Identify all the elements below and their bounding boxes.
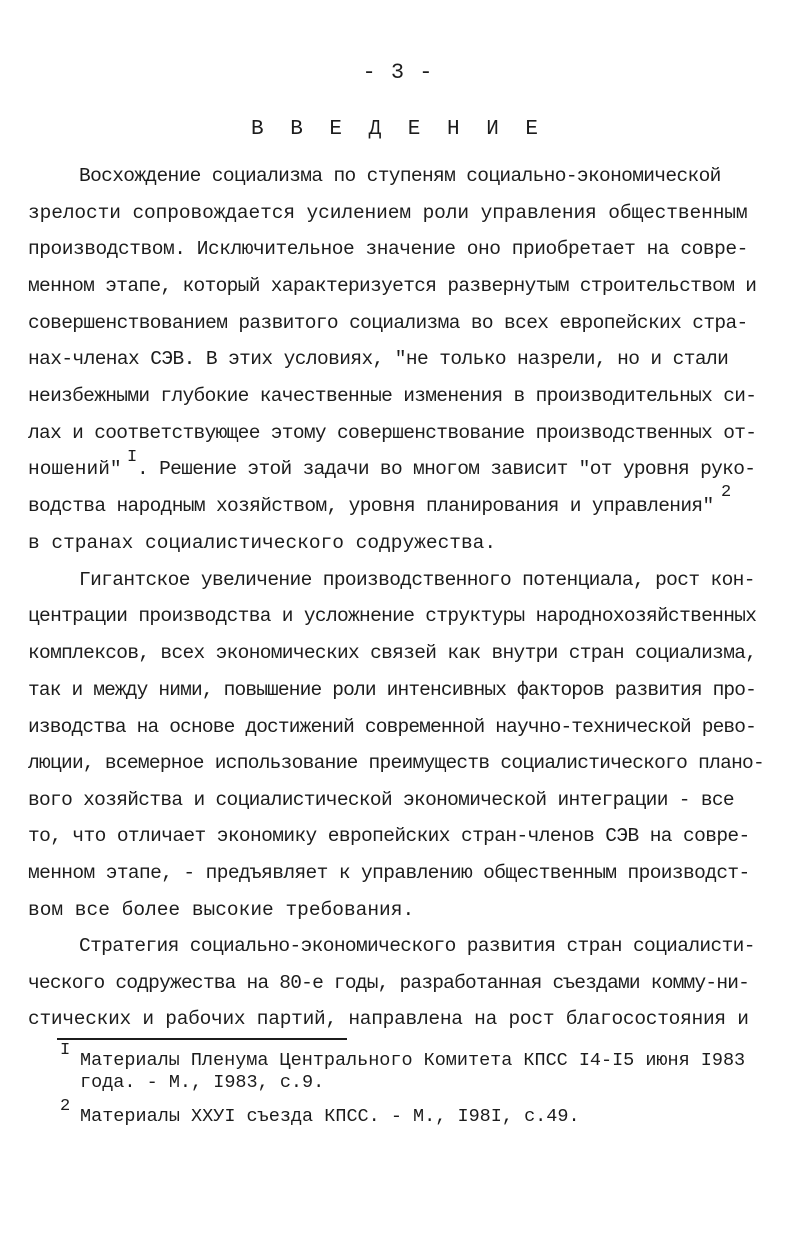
text-line: вом все более высокие требования. xyxy=(28,899,415,921)
footnote-separator xyxy=(57,1038,347,1040)
text-line: ческого содружества на 80-е годы, разработанная съездами комму-ни- xyxy=(28,972,750,994)
text-line: неизбежными глубокие качественные изменения в производительных си- xyxy=(28,385,757,407)
section-heading: В В Е Д Е Н И Е xyxy=(250,118,546,141)
text-line: центрации производства и усложнение структуры народнохозяйственных xyxy=(28,605,757,627)
text-line: ношений" xyxy=(28,458,122,480)
text-line: зрелости сопровождается усилением роли управления общественным xyxy=(28,202,748,224)
text-line: изводства на основе достижений современной научно-технической рево- xyxy=(28,716,757,738)
footnote-marker: I xyxy=(60,1041,71,1060)
text-line: Восхождение социализма по ступеням социально-экономической xyxy=(79,165,721,187)
page-number: - 3 - xyxy=(362,60,434,85)
text-line: то, что отличает экономику европейских стран-членов СЭВ на совре- xyxy=(28,825,750,847)
footnote-ref-1: I xyxy=(127,448,138,467)
text-line: так и между ними, повышение роли интенсивных факторов развития про- xyxy=(28,679,757,701)
text-line: водства народным хозяйством, уровня планирования и управления" xyxy=(28,495,714,517)
text-line: комплексов, всех экономических связей как внутри стран социализма, xyxy=(28,642,757,664)
text-line: лах и соответствующее этому совершенствование производственных от- xyxy=(28,422,757,444)
text-line: менном этапе, который характеризуется развернутым строительством и xyxy=(28,275,757,297)
text-line: производством. Исключительное значение оно приобретает на совре- xyxy=(28,238,748,260)
footnote-line: Материалы ХХУI съезда КПСС. - М., I98I, с.49. xyxy=(80,1106,580,1127)
footnote-line: Материалы Пленума Центрального Комитета КПСС I4-I5 июня I983 xyxy=(80,1050,746,1071)
text-line: в странах социалистического содружества. xyxy=(28,532,497,554)
text-line: нах-членах СЭВ. В этих условиях, "не только назрели, но и стали xyxy=(28,348,729,370)
footnote-marker: 2 xyxy=(60,1097,71,1116)
text-line: вого хозяйства и социалистической экономической интеграции - все xyxy=(28,789,734,811)
text-line: стических и рабочих партий, направлена на рост благосостояния и xyxy=(28,1008,749,1030)
text-line: совершенствованием развитого социализма во всех европейских стра- xyxy=(28,312,748,334)
text-line: Стратегия социально-экономического развития стран социалисти- xyxy=(79,935,755,957)
text-line: . Решение этой задачи во многом зависит "от уровня руко- xyxy=(137,458,756,480)
text-line: люции, всемерное использование преимуществ социалистического плано- xyxy=(28,752,765,774)
footnote-line: года. - М., I983, с.9. xyxy=(80,1072,325,1093)
text-line: менном этапе, - предъявляет к управлению общественным производст- xyxy=(28,862,750,884)
text-line: Гигантское увеличение производственного потенциала, рост кон- xyxy=(79,569,755,591)
footnote-ref-2: 2 xyxy=(721,483,732,502)
